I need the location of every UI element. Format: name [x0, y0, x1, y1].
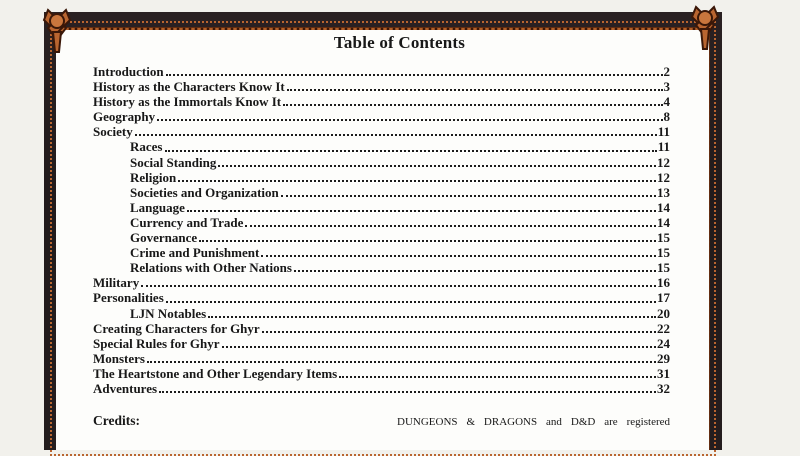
toc-entry	[93, 200, 670, 215]
toc-entry-label: Society	[93, 124, 133, 140]
dot-leader	[287, 89, 663, 91]
toc-entry	[93, 260, 670, 275]
toc-entry-page: 14	[657, 214, 670, 230]
toc-entry-page: 20	[657, 305, 670, 321]
toc-entry-label: History as the Characters Know It	[93, 79, 285, 95]
toc-entry-label: Language	[130, 199, 185, 215]
dot-leader	[147, 361, 656, 363]
toc-entry-page: 32	[657, 380, 670, 396]
toc-entry	[93, 351, 670, 366]
toc-entry	[93, 139, 670, 154]
dot-leader	[294, 270, 656, 272]
toc-entry-label: Currency and Trade	[130, 214, 244, 230]
dot-leader	[262, 331, 656, 333]
toc-entry	[93, 170, 670, 185]
toc-entry-page: 11	[657, 124, 670, 140]
toc-entry-page: 22	[657, 320, 670, 336]
toc-entry-label: Governance	[130, 230, 198, 246]
toc-entry-page: 15	[657, 230, 670, 246]
toc-entry-label: Creating Characters for Ghyr	[93, 320, 260, 336]
toc-entry	[93, 64, 670, 79]
page-content	[56, 30, 709, 450]
toc-entry-label: Social Standing	[130, 154, 217, 170]
toc-entry	[93, 79, 670, 94]
dot-leader	[208, 316, 656, 318]
toc-entry-page: 31	[657, 365, 670, 381]
toc-entry-page: 4	[663, 94, 670, 110]
dot-leader	[187, 210, 656, 212]
toc-entry	[93, 321, 670, 336]
dot-leader	[283, 104, 662, 106]
toc-entry-page: 17	[657, 290, 670, 306]
dot-leader	[339, 376, 656, 378]
toc-entry	[93, 306, 670, 321]
toc-entry-page: 3	[663, 79, 670, 95]
toc-list	[93, 64, 670, 396]
toc-entry	[93, 381, 670, 396]
toc-entry-label: Races	[130, 139, 163, 155]
dot-leader	[199, 240, 656, 242]
toc-entry-label: Introduction	[93, 64, 164, 79]
toc-entry-page: 14	[657, 199, 670, 215]
dot-leader	[159, 391, 656, 393]
toc-entry-label: Adventures	[93, 380, 158, 396]
toc-entry	[93, 109, 670, 124]
toc-entry-page: 15	[657, 260, 670, 276]
dot-leader	[261, 255, 656, 257]
toc-entry-label: Relations with Other Nations	[130, 260, 292, 276]
toc-entry-label: Crime and Punishment	[130, 245, 260, 261]
dot-leader	[166, 301, 656, 303]
toc-entry-page: 24	[657, 335, 670, 351]
dot-leader	[222, 346, 656, 348]
toc-entry-page: 11	[657, 139, 670, 155]
toc-entry	[93, 185, 670, 200]
dot-leader	[157, 119, 662, 121]
toc-entry	[93, 336, 670, 351]
toc-entry	[93, 245, 670, 260]
dot-leader	[178, 180, 656, 182]
toc-entry	[93, 275, 670, 290]
toc-entry	[93, 94, 670, 109]
toc-entry	[93, 366, 670, 381]
toc-entry-label: Military	[93, 275, 140, 291]
toc-entry-label: History as the Immortals Know It	[93, 94, 282, 110]
trademark-notice: DUNGEONS & DRAGONS and D&D are registered	[397, 416, 670, 429]
credits-heading: Credits:	[93, 413, 140, 429]
page-title: Table of Contents	[333, 33, 466, 52]
toc-entry-page: 29	[657, 350, 670, 366]
page-footer	[93, 413, 670, 429]
dot-leader	[165, 150, 657, 152]
toc-entry-label: The Heartstone and Other Legendary Items	[93, 365, 338, 381]
toc-entry-page: 15	[657, 245, 670, 261]
corner-knot-icon	[682, 1, 728, 51]
dot-leader	[141, 285, 656, 287]
toc-entry	[93, 155, 670, 170]
corner-knot-icon	[40, 6, 86, 56]
dot-leader	[281, 195, 656, 197]
toc-entry	[93, 124, 670, 139]
toc-entry-label: Religion	[130, 169, 177, 185]
dot-leader	[218, 165, 656, 167]
dot-leader	[166, 74, 663, 76]
toc-entry-label: Monsters	[93, 350, 145, 366]
dot-leader	[135, 134, 657, 136]
toc-entry	[93, 215, 670, 230]
toc-entry-page: 16	[657, 275, 670, 291]
toc-entry-label: Personalities	[93, 290, 164, 306]
toc-entry-label: Geography	[93, 109, 156, 125]
toc-entry-page: 2	[663, 64, 670, 79]
toc-entry-label: Special Rules for Ghyr	[93, 335, 220, 351]
toc-entry-label: Societies and Organization	[130, 184, 279, 200]
toc-entry	[93, 230, 670, 245]
toc-entry-page: 12	[657, 169, 670, 185]
toc-entry	[93, 290, 670, 305]
toc-entry-page: 8	[663, 109, 670, 125]
toc-entry-page: 12	[657, 154, 670, 170]
dot-leader	[245, 225, 656, 227]
toc-entry-page: 13	[657, 184, 670, 200]
toc-entry-label: LJN Notables	[130, 305, 207, 321]
page-border-dark-band	[44, 12, 722, 450]
